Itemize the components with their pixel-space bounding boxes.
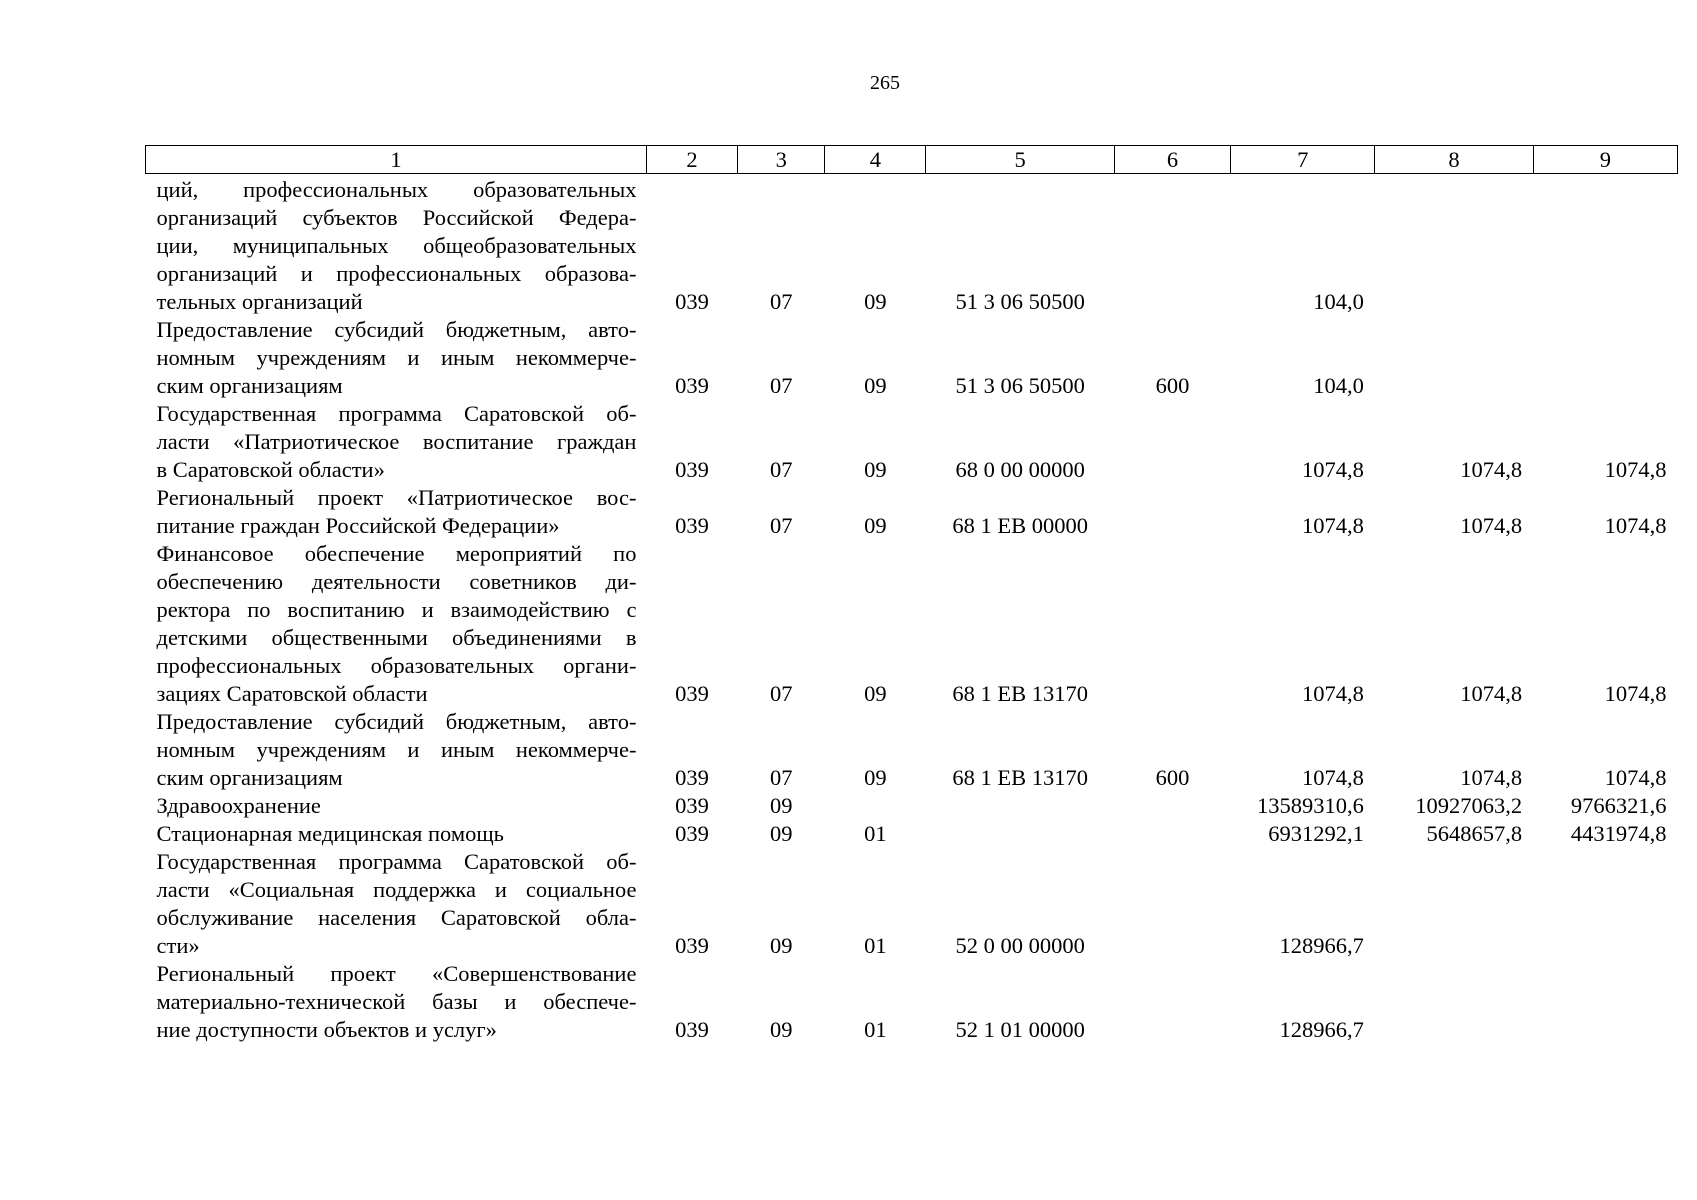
amount-year-1: 128966,7 [1279,933,1364,958]
amount-year-1: 128966,7 [1279,1017,1364,1042]
expense-type-code [1114,174,1230,317]
target-article-code [926,792,1114,820]
page-number: 265 [870,72,900,94]
section-code: 07 [769,457,793,482]
subsection-code: 09 [864,765,887,790]
section-code: 07 [769,513,793,538]
subsection-code: 09 [864,681,887,706]
section-code: 09 [769,793,793,818]
row-name-line: обслуживание населения Саратовской обла- [156,905,637,930]
admin-code: 039 [675,765,709,790]
amount-year-3: 9766321,6 [1570,793,1667,818]
expense-type-code [1114,820,1230,848]
row-name-line: ректора по воспитанию и взаимодействию с [156,597,637,622]
row-name-line: ние доступности объектов и услуг» [156,1017,497,1042]
row-name-line: Здравоохранение [156,793,321,818]
column-number-row [146,146,1678,174]
column-header: 6 [1114,146,1230,174]
target-article-code: 68 1 ЕВ 13170 [952,681,1088,706]
row-name-line: Государственная программа Саратовской об- [156,849,637,874]
expense-type-code [1114,792,1230,820]
expense-type-code [1114,540,1230,708]
row-name [146,174,647,317]
row-name-line: материально-технической базы и обеспече- [156,989,637,1014]
row-name [146,708,647,792]
table-row [146,820,1678,848]
section-code: 07 [769,765,793,790]
row-name-line: ласти «Социальная поддержка и социальное [156,877,637,902]
table-body [146,174,1678,1045]
expense-type-code [1114,960,1230,1044]
row-name-line: Государственная программа Саратовской об- [156,401,637,426]
column-header: 1 [146,146,647,174]
amount-year-2 [1375,960,1533,1044]
subsection-code: 09 [864,373,887,398]
admin-code: 039 [675,289,709,314]
row-name [146,540,647,708]
section-code: 07 [769,681,793,706]
section-code: 07 [769,289,793,314]
amount-year-2: 1074,8 [1460,681,1523,706]
row-name-line: Предоставление субсидий бюджетным, авто- [156,709,637,734]
target-article-code: 68 1 ЕВ 00000 [952,513,1088,538]
amount-year-1: 6931292,1 [1268,821,1364,846]
amount-year-2 [1375,316,1533,400]
subsection-code: 09 [864,513,887,538]
amount-year-3: 1074,8 [1604,765,1667,790]
column-header: 9 [1533,146,1677,174]
section-code: 09 [769,933,793,958]
row-name-line: организаций субъектов Российской Федера- [156,205,637,230]
target-article-code: 68 1 ЕВ 13170 [952,765,1088,790]
admin-code: 039 [675,821,709,846]
row-name-line: ции, муниципальных общеобразовательных [156,233,637,258]
table-row [146,540,1678,708]
row-name-line: ций, профессиональных образовательных [156,177,637,202]
amount-year-2: 1074,8 [1460,513,1523,538]
section-code: 07 [769,373,793,398]
row-name-line: сти» [156,933,200,958]
expense-type-code [1114,400,1230,484]
budget-table [145,145,1678,1044]
row-name-line: Региональный проект «Патриотическое вос- [156,485,637,510]
amount-year-3: 4431974,8 [1570,821,1667,846]
row-name-line: Финансовое обеспечение мероприятий по [156,541,637,566]
table-row [146,174,1678,317]
amount-year-3 [1533,848,1677,960]
subsection-code: 09 [864,457,887,482]
amount-year-2: 1074,8 [1460,765,1523,790]
table-row [146,848,1678,960]
row-name-line: профессиональных образовательных органи- [156,653,637,678]
row-name-line: Предоставление субсидий бюджетным, авто- [156,317,637,342]
amount-year-1: 104,0 [1313,289,1364,314]
row-name-line: ласти «Патриотическое воспитание граждан [156,429,637,454]
row-name-line: Стационарная медицинская помощь [156,821,504,846]
admin-code: 039 [675,933,709,958]
target-article-code: 52 0 00 00000 [955,933,1085,958]
amount-year-2: 1074,8 [1460,457,1523,482]
row-name [146,792,647,820]
table-row [146,708,1678,792]
amount-year-1: 1074,8 [1301,457,1364,482]
table-row [146,792,1678,820]
row-name-line: обеспечению деятельности советников ди- [156,569,637,594]
section-code: 09 [769,1017,793,1042]
column-header: 5 [926,146,1114,174]
row-name-line: номным учреждениям и иным некоммерче- [156,737,637,762]
target-article-code: 52 1 01 00000 [955,1017,1085,1042]
amount-year-1: 1074,8 [1301,765,1364,790]
row-name-line: детскими общественными объединениями в [156,625,637,650]
target-article-code: 68 0 00 00000 [955,457,1085,482]
amount-year-1: 1074,8 [1301,681,1364,706]
column-header: 7 [1231,146,1375,174]
row-name-line: ским организациям [156,373,343,398]
subsection-code: 01 [864,933,887,958]
row-name-line: в Саратовской области» [156,457,385,482]
row-name [146,484,647,540]
subsection-code: 01 [864,1017,887,1042]
amount-year-3 [1533,316,1677,400]
admin-code: 039 [675,457,709,482]
target-article-code: 51 3 06 50500 [955,289,1085,314]
admin-code: 039 [675,373,709,398]
column-header: 4 [825,146,926,174]
row-name-line: номным учреждениям и иным некоммерче- [156,345,637,370]
column-header: 2 [646,146,737,174]
subsection-code: 09 [864,289,887,314]
row-name [146,316,647,400]
amount-year-1: 104,0 [1313,373,1364,398]
amount-year-3 [1533,174,1677,317]
amount-year-2: 5648657,8 [1426,821,1523,846]
row-name-line: питание граждан Российской Федерации» [156,513,560,538]
expense-type-code [1114,848,1230,960]
admin-code: 039 [675,793,709,818]
table-row [146,960,1678,1044]
column-header: 3 [738,146,825,174]
amount-year-1: 1074,8 [1301,513,1364,538]
expense-type-code: 600 [1155,373,1190,398]
subsection-code [825,792,926,820]
section-code: 09 [769,821,793,846]
row-name [146,848,647,960]
row-name [146,960,647,1044]
column-header: 8 [1375,146,1533,174]
amount-year-3 [1533,960,1677,1044]
table-row [146,316,1678,400]
amount-year-3: 1074,8 [1604,681,1667,706]
admin-code: 039 [675,1017,709,1042]
subsection-code: 01 [864,821,887,846]
table-row [146,400,1678,484]
expense-type-code: 600 [1155,765,1190,790]
row-name-line: ским организациям [156,765,343,790]
table-row [146,484,1678,540]
row-name-line: зациях Саратовской области [156,681,428,706]
target-article-code: 51 3 06 50500 [955,373,1085,398]
row-name [146,400,647,484]
expense-type-code [1114,484,1230,540]
target-article-code [926,820,1114,848]
row-name [146,820,647,848]
admin-code: 039 [675,513,709,538]
row-name-line: Региональный проект «Совершенствование [156,961,637,986]
amount-year-1: 13589310,6 [1256,793,1364,818]
amount-year-2 [1375,174,1533,317]
amount-year-3: 1074,8 [1604,513,1667,538]
amount-year-3: 1074,8 [1604,457,1667,482]
admin-code: 039 [675,681,709,706]
amount-year-2 [1375,848,1533,960]
row-name-line: тельных организаций [156,289,363,314]
row-name-line: организаций и профессиональных образова- [156,261,637,286]
amount-year-2: 10927063,2 [1415,793,1523,818]
